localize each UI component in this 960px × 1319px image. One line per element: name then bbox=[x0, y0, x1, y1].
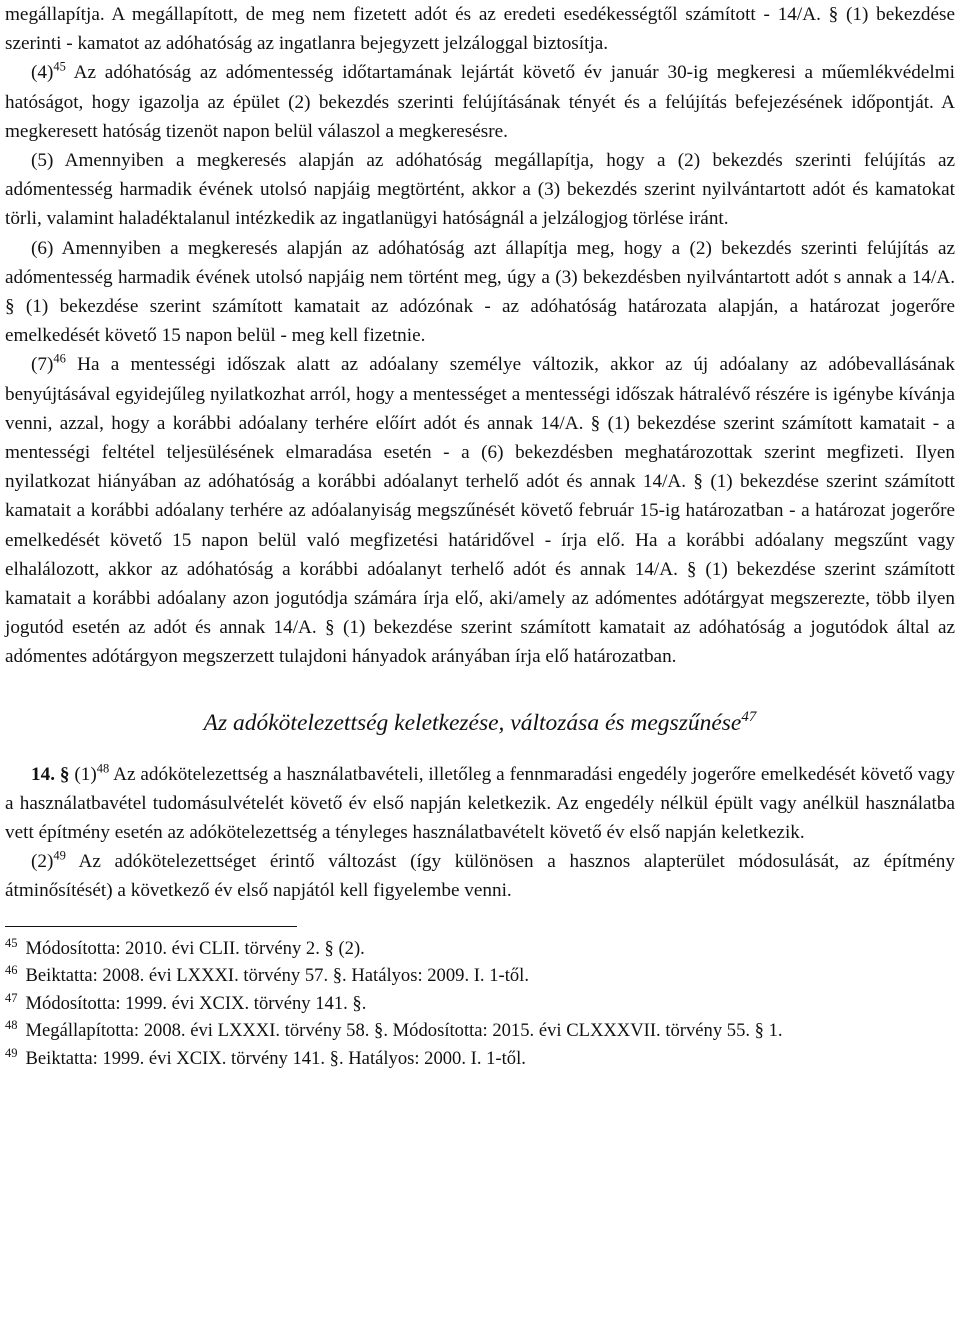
footnote-text: Beiktatta: 1999. évi XCIX. törvény 141. §. Hatályos: 2000. I. 1-től. bbox=[25, 1047, 526, 1069]
paragraph-4 bbox=[5, 58, 955, 146]
footnote-ref[interactable]: 49 bbox=[53, 848, 66, 863]
section-14-paragraph-1 bbox=[5, 760, 955, 848]
footnote-ref[interactable]: 48 bbox=[96, 761, 110, 776]
footnotes bbox=[5, 935, 955, 1073]
footnote-text: Beiktatta: 2008. évi LXXXI. törvény 57. §. Hatályos: 2009. I. 1-től. bbox=[25, 965, 529, 987]
footnote-number: 49 bbox=[5, 1045, 18, 1060]
section-heading-text: Az adókötelezettség keletkezése, változása és megszűnése bbox=[203, 709, 742, 736]
section-heading bbox=[5, 708, 955, 738]
footnote-item bbox=[5, 962, 955, 990]
footnote-ref[interactable]: 45 bbox=[53, 60, 66, 75]
paragraph-5: (5) Amennyiben a megkeresés alapján az adóhatóság megállapítja, hogy a (2) bekezdés szerinti felújítás az adómentesség harmadik évének utolsó napjáig megtörtént, akkor a (3) bekezdés szerint nyilvántartott adót és kamatokat törli, valamint haladéktalanul intézkedik az ingatlanügyi hatóságnál a jelzálogjog törlése iránt. bbox=[5, 150, 955, 230]
footnote-text: Módosította: 1999. évi XCIX. törvény 141. §. bbox=[25, 992, 367, 1014]
footnote-item bbox=[5, 1045, 955, 1073]
footnote-item bbox=[5, 990, 955, 1018]
paragraph-continuation: megállapítja. A megállapított, de meg nem fizetett adót és az eredeti esedékességtől számított - 14/A. § (1) bekezdése szerinti - kamatot az adóhatóság az ingatlanra bejegyzett jelzáloggal biztosítja. bbox=[5, 4, 955, 55]
footnote-ref[interactable]: 47 bbox=[741, 708, 757, 725]
footnote-number: 46 bbox=[5, 963, 18, 977]
footnote-item bbox=[5, 935, 955, 963]
paragraph-text: Az adókötelezettség a használatbavételi, illetőleg a fennmaradási engedély jogerőre emelkedését követő vagy a használatbavétel tudomásulvételét követő év első napján keletkezik. Az engedély nélkül épült vagy anélkül használatba vett építmény esetén az adókötelezettség a tényleges használatbavételt követő év első napján keletkezik. bbox=[5, 763, 955, 844]
paragraph-label: (1) bbox=[74, 763, 97, 785]
paragraph-6: (6) Amennyiben a megkeresés alapján az adóhatóság azt állapítja meg, hogy a (2) bekezdés szerinti felújítás az adómentesség harmadik évének utolsó napjáig nem történt meg, úgy a (3) bekezdésben nyilvántartott adót s annak a 14/A. § (1) bekezdése szerint számított kamatait az adózónak - az adóhatóság határozata alapján, a határozat jogerőre emelkedését követő 15 napon belül - meg kell fizetnie. bbox=[5, 237, 955, 347]
section-14-paragraph-2 bbox=[5, 847, 955, 905]
paragraph-label: (2) bbox=[31, 851, 54, 873]
footnote-item bbox=[5, 1017, 955, 1045]
footnote-ref[interactable]: 46 bbox=[53, 352, 66, 367]
section-number: 14. § bbox=[31, 763, 70, 785]
footnote-text: Módosította: 2010. évi CLII. törvény 2. § (2). bbox=[25, 937, 365, 959]
paragraph-7 bbox=[5, 350, 955, 671]
footnote-number: 47 bbox=[5, 990, 18, 1005]
footnote-number: 48 bbox=[5, 1018, 18, 1032]
document-page bbox=[5, 0, 955, 1072]
footnote-text: Megállapította: 2008. évi LXXXI. törvény 58. §. Módosította: 2015. évi CLXXXVII. törvény 55. § 1. bbox=[25, 1020, 783, 1042]
footnote-number: 45 bbox=[5, 935, 18, 950]
footnote-divider bbox=[5, 926, 297, 927]
paragraph-label: (4) bbox=[31, 62, 54, 84]
paragraph-label: (7) bbox=[31, 354, 54, 376]
paragraph-text: Az adóhatóság az adómentesség időtartamának lejártát követő év január 30-ig megkeresi a műemlékvédelmi hatóságot, hogy igazolja az épület (2) bekezdés szerinti felújításának tényét és a felújítás befejezésének időpontját. A megkeresett hatóság tizenöt napon belül válaszol a megkeresésre. bbox=[5, 62, 955, 142]
paragraph-text: Ha a mentességi időszak alatt az adóalany személye változik, akkor az új adóalany az adóbevallásának benyújtásával egyidejűleg nyilatkozhat arról, hogy a mentességet a mentességi időszak hátralévő részére is igénybe kívánja venni, azzal, hogy a korábbi adóalany terhére előírt adót és annak 14/A. § (1) bekezdése szerint számított kamatait - a mentességi feltétel teljesülésének elmaradása esetén - a (6) bekezdésben meghatározottak szerint megfizeti. Ilyen nyilatkozat hiányában az adóhatóság a korábbi adóalanyt terhelő adót és annak 14/A. § (1) bekezdése szerint számított kamatait a korábbi adóalany terhére az adóalanyiság megszűnését követő február 15-ig határozatban - a határozat jogerőre emelkedését követő 15 napon belül való megfizetési határidővel - írja elő. Ha a korábbi adóalany megszűnt vagy elhalálozott, akkor az adóhatóság a korábbi adóalanyt terhelő adót és annak 14/A. § (1) bekezdése szerint számított kamatait a korábbi adóalany azon jogutódja számára írja elő, aki/amely az adómentes adótárgyat megszerezte, több ilyen jogutód esetén az adót és annak 14/A. § (1) bekezdése szerint számított kamatait az adóhatóság a jogutódok által az adómentes adótárgyon megszerzett tulajdoni hányadok arányában írja elő határozatban. bbox=[5, 354, 956, 668]
paragraph-text: Az adókötelezettséget érintő változást (így különösen a hasznos alapterület módosulását, az építmény átminősítését) a következő év első napjától kell figyelembe venni. bbox=[5, 851, 955, 902]
